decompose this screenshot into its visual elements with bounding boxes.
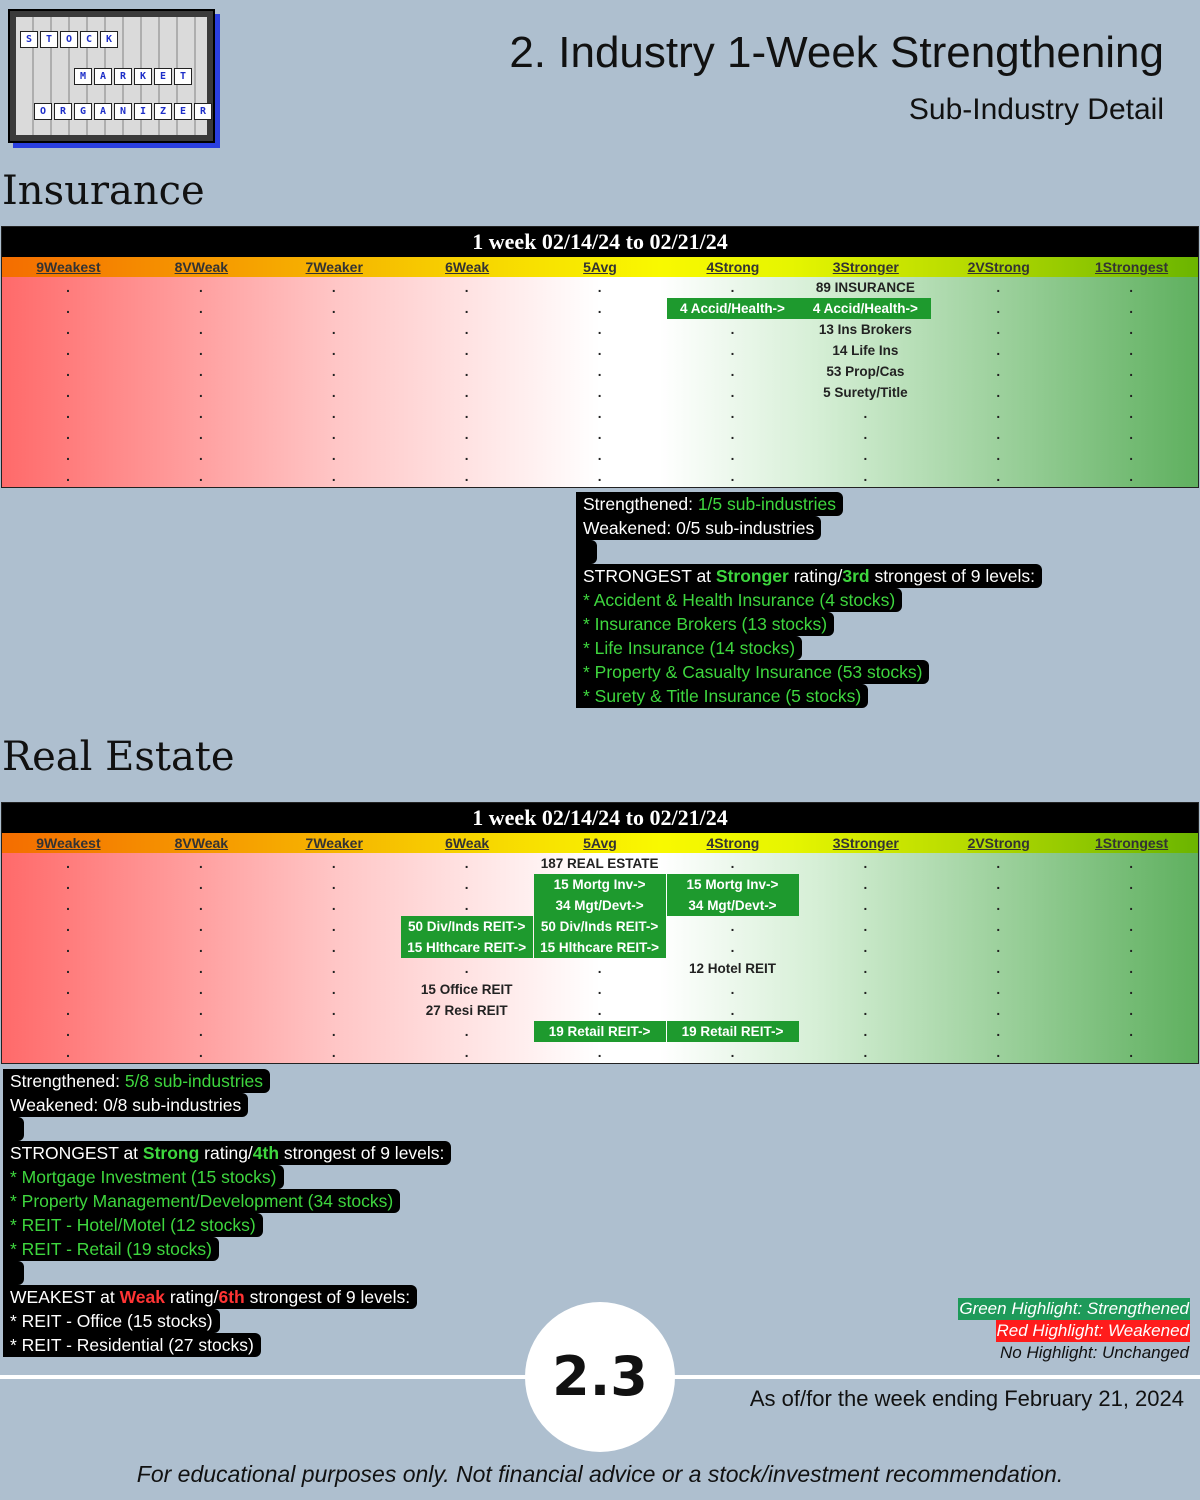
note-list-item-text: * Surety & Title Insurance (5 stocks) xyxy=(583,686,862,706)
level-label: 1Strongest xyxy=(1095,259,1169,275)
chart-period-header: 1 week 02/14/24 to 02/21/24 xyxy=(2,227,1198,257)
empty-cell-dot: . xyxy=(199,406,203,421)
legend-red: Red Highlight: Weakened xyxy=(996,1321,1189,1340)
empty-cell-dot: . xyxy=(730,982,735,997)
sub-industry-cell: 27 Resi REIT xyxy=(425,1003,508,1018)
sub-industry-cell: 50 Div/Inds REIT-> xyxy=(401,916,533,937)
empty-cell-dot: . xyxy=(464,301,469,316)
level-label: 9Weakest xyxy=(36,835,101,851)
sub-industry-cell: 15 Hlthcare REIT-> xyxy=(534,937,666,958)
note-list-item xyxy=(576,636,802,660)
empty-cell-dot: . xyxy=(863,919,868,934)
level-label: 6Weak xyxy=(445,259,490,275)
empty-cell-dot: . xyxy=(863,448,868,463)
sub-industry-cell: 50 Div/Inds REIT-> xyxy=(534,916,666,937)
note-list-item xyxy=(3,1213,263,1237)
empty-cell-dot: . xyxy=(464,322,469,337)
empty-cell-dot: . xyxy=(597,1045,602,1060)
empty-cell-dot: . xyxy=(863,898,868,913)
empty-cell-dot: . xyxy=(863,406,868,421)
empty-cell-dot: . xyxy=(1129,406,1134,421)
empty-cell-dot: . xyxy=(863,856,868,871)
empty-cell-dot: . xyxy=(597,448,602,463)
empty-cell-dot: . xyxy=(199,385,203,400)
page-subtitle: Sub-Industry Detail xyxy=(908,93,1164,126)
empty-cell-dot: . xyxy=(1129,877,1134,892)
empty-cell-dot: . xyxy=(331,301,336,316)
empty-cell-dot: . xyxy=(199,301,203,316)
empty-cell-dot: . xyxy=(1129,427,1134,442)
empty-cell-dot: . xyxy=(597,301,602,316)
empty-cell-dot: . xyxy=(199,919,203,934)
empty-cell-dot: . xyxy=(66,982,70,997)
logo-letter: A xyxy=(94,68,112,85)
note-list-item xyxy=(3,1165,284,1189)
empty-cell-dot: . xyxy=(996,469,1001,484)
empty-cell-dot: . xyxy=(1129,385,1134,400)
empty-cell-dot: . xyxy=(66,448,70,463)
empty-cell-dot: . xyxy=(66,469,70,484)
empty-cell-dot: . xyxy=(331,364,336,379)
empty-cell-dot: . xyxy=(597,469,602,484)
empty-cell-dot: . xyxy=(331,343,336,358)
strongest-line: STRONGEST at Stronger rating/3rd strongest of 9 levels: xyxy=(576,564,1042,588)
empty-cell-dot: . xyxy=(730,469,735,484)
empty-cell-dot: . xyxy=(331,469,336,484)
empty-cell-dot: . xyxy=(464,1045,469,1060)
empty-cell-dot: . xyxy=(1129,1024,1134,1039)
empty-cell-dot: . xyxy=(199,982,203,997)
legend-green: Green Highlight: Strengthened xyxy=(959,1299,1189,1318)
empty-cell-dot: . xyxy=(1129,898,1134,913)
empty-cell-dot: . xyxy=(730,385,735,400)
empty-cell-dot: . xyxy=(597,406,602,421)
empty-cell-dot: . xyxy=(996,1024,1001,1039)
empty-cell-dot: . xyxy=(863,427,868,442)
empty-cell-dot: . xyxy=(730,280,735,295)
sub-industry-cell: 19 Retail REIT-> xyxy=(534,1021,666,1042)
level-label: 4Strong xyxy=(706,259,760,275)
level-label: 3Stronger xyxy=(832,259,899,275)
empty-cell-dot: . xyxy=(464,385,469,400)
empty-cell-dot: . xyxy=(199,856,203,871)
empty-cell-dot: . xyxy=(464,898,469,913)
as-of-date: As of/for the week ending February 21, 2024 xyxy=(749,1386,1184,1411)
note-list-item-text: * Accident & Health Insurance (4 stocks) xyxy=(583,590,896,610)
empty-cell-dot: . xyxy=(199,280,203,295)
stock-market-organizer-logo xyxy=(8,9,215,143)
empty-cell-dot: . xyxy=(464,961,469,976)
empty-cell-dot: . xyxy=(863,1045,868,1060)
level-label: 5Avg xyxy=(583,259,617,275)
empty-cell-dot: . xyxy=(863,469,868,484)
empty-cell-dot: . xyxy=(730,406,735,421)
note-list-item-text: * Insurance Brokers (13 stocks) xyxy=(583,614,828,634)
level-label: 3Stronger xyxy=(832,835,899,851)
empty-cell-dot: . xyxy=(996,856,1001,871)
empty-cell-dot: . xyxy=(66,919,70,934)
note-list-item xyxy=(576,588,902,612)
empty-cell-dot: . xyxy=(730,1003,735,1018)
empty-cell-dot: . xyxy=(996,940,1001,955)
empty-cell-dot: . xyxy=(66,301,70,316)
chart-period-header: 1 week 02/14/24 to 02/21/24 xyxy=(2,803,1198,833)
sub-industry-cell: 34 Mgt/Devt-> xyxy=(534,895,666,916)
sub-industry-cell: 15 Hlthcare REIT-> xyxy=(401,937,533,958)
level-label: 1Strongest xyxy=(1095,835,1169,851)
logo-letter: T xyxy=(174,68,192,85)
level-label: 7Weaker xyxy=(305,259,363,275)
level-label: 9Weakest xyxy=(36,259,101,275)
empty-cell-dot: . xyxy=(996,448,1001,463)
logo-letter: Z xyxy=(154,103,172,120)
empty-cell-dot: . xyxy=(597,427,602,442)
empty-cell-dot: . xyxy=(199,940,203,955)
empty-cell-dot: . xyxy=(199,877,203,892)
empty-cell-dot: . xyxy=(730,322,735,337)
logo-word-stock xyxy=(20,31,118,48)
empty-cell-dot: . xyxy=(597,982,602,997)
logo-letter: T xyxy=(40,31,58,48)
logo-letter: N xyxy=(114,103,132,120)
note-list-item: * REIT - Residential (27 stocks) xyxy=(3,1333,261,1357)
legend-none: No Highlight: Unchanged xyxy=(999,1343,1189,1362)
insurance-rating-chart xyxy=(1,226,1199,488)
level-label: 7Weaker xyxy=(305,835,363,851)
empty-cell-dot: . xyxy=(331,280,336,295)
empty-cell-dot: . xyxy=(464,427,469,442)
empty-cell-dot: . xyxy=(730,856,735,871)
logo-letter: G xyxy=(74,103,92,120)
empty-cell-dot: . xyxy=(730,1045,735,1060)
empty-cell-dot: . xyxy=(66,961,70,976)
logo-letter: A xyxy=(94,103,112,120)
logo-word-organizer xyxy=(34,103,212,120)
sub-industry-cell: 15 Mortg Inv-> xyxy=(667,874,799,895)
note-list-item-text: * Mortgage Investment (15 stocks) xyxy=(10,1167,277,1187)
empty-cell-dot: . xyxy=(66,856,70,871)
sub-industry-cell: 19 Retail REIT-> xyxy=(667,1021,799,1042)
note-list-item xyxy=(576,612,834,636)
empty-cell-dot: . xyxy=(730,940,735,955)
empty-cell-dot: . xyxy=(597,961,602,976)
sub-industry-cell: 13 Ins Brokers xyxy=(818,322,912,337)
logo-letter: R xyxy=(114,68,132,85)
weakened-line: Weakened: 0/5 sub-industries xyxy=(576,516,821,540)
level-label: 8VWeak xyxy=(174,259,229,275)
empty-cell-dot: . xyxy=(996,919,1001,934)
empty-cell-dot: . xyxy=(331,898,336,913)
empty-cell-dot: . xyxy=(464,856,469,871)
note-list-item xyxy=(3,1237,219,1261)
empty-cell-dot: . xyxy=(331,322,336,337)
empty-cell-dot: . xyxy=(863,940,868,955)
level-label: 4Strong xyxy=(706,835,760,851)
logo-letter: R xyxy=(194,103,212,120)
empty-cell-dot: . xyxy=(66,1024,70,1039)
empty-cell-dot: . xyxy=(597,322,602,337)
logo-letter: M xyxy=(74,68,92,85)
page-title: 2. Industry 1-Week Strengthening xyxy=(509,28,1164,77)
empty-cell-dot: . xyxy=(331,940,336,955)
logo-letter: O xyxy=(34,103,52,120)
note-list-item-text: * Life Insurance (14 stocks) xyxy=(583,638,796,658)
empty-cell-dot: . xyxy=(199,427,203,442)
empty-cell-dot: . xyxy=(863,877,868,892)
empty-cell-dot: . xyxy=(66,898,70,913)
level-label: 5Avg xyxy=(583,835,617,851)
empty-cell-dot: . xyxy=(199,898,203,913)
empty-cell-dot: . xyxy=(199,1045,203,1060)
empty-cell-dot: . xyxy=(597,280,602,295)
highlight-legend xyxy=(958,1298,1190,1364)
empty-cell-dot: . xyxy=(996,877,1001,892)
empty-cell-dot: . xyxy=(996,982,1001,997)
logo-letter: O xyxy=(60,31,78,48)
empty-cell-dot: . xyxy=(331,1045,336,1060)
empty-cell-dot: . xyxy=(331,1003,336,1018)
logo-letter: C xyxy=(80,31,98,48)
empty-cell-dot: . xyxy=(331,961,336,976)
logo-letter: E xyxy=(154,68,172,85)
empty-cell-dot: . xyxy=(66,322,70,337)
empty-cell-dot: . xyxy=(1129,301,1134,316)
empty-cell-dot: . xyxy=(1129,469,1134,484)
sub-industry-cell: 53 Prop/Cas xyxy=(826,364,905,379)
empty-cell-dot: . xyxy=(996,364,1001,379)
logo-letter: I xyxy=(134,103,152,120)
empty-cell-dot: . xyxy=(331,877,336,892)
empty-cell-dot: . xyxy=(996,343,1001,358)
empty-cell-dot: . xyxy=(1129,856,1134,871)
empty-cell-dot: . xyxy=(730,919,735,934)
empty-cell-dot: . xyxy=(996,427,1001,442)
empty-cell-dot: . xyxy=(996,322,1001,337)
empty-cell-dot: . xyxy=(996,280,1001,295)
empty-cell-dot: . xyxy=(331,982,336,997)
empty-cell-dot: . xyxy=(464,343,469,358)
logo-letter: K xyxy=(100,31,118,48)
empty-cell-dot: . xyxy=(1129,940,1134,955)
disclaimer: For educational purposes only. Not financial advice or a stock/investment recommendation. xyxy=(136,1461,1064,1487)
sub-industry-cell: 14 Life Ins xyxy=(832,343,899,358)
empty-cell-dot: . xyxy=(730,427,735,442)
rating-levels-row xyxy=(2,257,1198,277)
note-list-item xyxy=(576,684,868,708)
empty-cell-dot: . xyxy=(1129,280,1134,295)
sub-industry-cell: 4 Accid/Health-> xyxy=(667,298,799,319)
sub-industry-cell: 34 Mgt/Devt-> xyxy=(667,895,799,916)
empty-cell-dot: . xyxy=(199,1003,203,1018)
section-heading-insurance: Insurance xyxy=(2,168,205,214)
empty-cell-dot: . xyxy=(863,961,868,976)
empty-cell-dot: . xyxy=(331,406,336,421)
empty-cell-dot: . xyxy=(331,385,336,400)
empty-cell-dot: . xyxy=(996,1045,1001,1060)
notes-spacer xyxy=(576,540,597,564)
empty-cell-dot: . xyxy=(66,406,70,421)
strengthened-line: Strengthened: 5/8 sub-industries xyxy=(3,1069,270,1093)
chart-grid xyxy=(2,853,1198,1063)
note-list-item-text: * REIT - Retail (19 stocks) xyxy=(10,1239,212,1259)
notes-spacer xyxy=(3,1261,24,1285)
level-label: 6Weak xyxy=(445,835,490,851)
note-list-item-text: * Property Management/Development (34 stocks) xyxy=(10,1191,394,1211)
empty-cell-dot: . xyxy=(66,385,70,400)
strongest-line: STRONGEST at Strong rating/4th strongest of 9 levels: xyxy=(3,1141,451,1165)
empty-cell-dot: . xyxy=(996,385,1001,400)
empty-cell-dot: . xyxy=(597,385,602,400)
empty-cell-dot: . xyxy=(1129,961,1134,976)
empty-cell-dot: . xyxy=(863,1003,868,1018)
empty-cell-dot: . xyxy=(199,469,203,484)
sub-industry-cell: 12 Hotel REIT xyxy=(688,961,777,976)
empty-cell-dot: . xyxy=(464,877,469,892)
empty-cell-dot: . xyxy=(199,364,203,379)
empty-cell-dot: . xyxy=(863,1024,868,1039)
note-list-item xyxy=(3,1189,400,1213)
empty-cell-dot: . xyxy=(730,448,735,463)
rating-levels-row xyxy=(2,833,1198,853)
logo-letter: E xyxy=(174,103,192,120)
empty-cell-dot: . xyxy=(730,364,735,379)
empty-cell-dot: . xyxy=(464,1024,469,1039)
empty-cell-dot: . xyxy=(730,343,735,358)
empty-cell-dot: . xyxy=(464,280,469,295)
empty-cell-dot: . xyxy=(996,301,1001,316)
note-list-item-text: * REIT - Hotel/Motel (12 stocks) xyxy=(10,1215,256,1235)
empty-cell-dot: . xyxy=(1129,322,1134,337)
empty-cell-dot: . xyxy=(66,364,70,379)
empty-cell-dot: . xyxy=(863,982,868,997)
weakened-line: Weakened: 0/8 sub-industries xyxy=(3,1093,248,1117)
empty-cell-dot: . xyxy=(331,1024,336,1039)
empty-cell-dot: . xyxy=(1129,448,1134,463)
empty-cell-dot: . xyxy=(1129,982,1134,997)
empty-cell-dot: . xyxy=(199,961,203,976)
sub-industry-cell: 187 REAL ESTATE xyxy=(540,856,659,871)
strengthened-line: Strengthened: 1/5 sub-industries xyxy=(576,492,843,516)
empty-cell-dot: . xyxy=(1129,364,1134,379)
empty-cell-dot: . xyxy=(199,322,203,337)
empty-cell-dot: . xyxy=(464,364,469,379)
empty-cell-dot: . xyxy=(66,877,70,892)
section-heading-real-estate: Real Estate xyxy=(2,734,235,780)
chart-grid xyxy=(2,277,1198,487)
empty-cell-dot: . xyxy=(199,1024,203,1039)
notes-spacer xyxy=(3,1117,24,1141)
empty-cell-dot: . xyxy=(331,448,336,463)
level-label: 8VWeak xyxy=(174,835,229,851)
note-list-item-text: * Property & Casualty Insurance (53 stocks) xyxy=(583,662,923,682)
empty-cell-dot: . xyxy=(996,961,1001,976)
empty-cell-dot: . xyxy=(996,1003,1001,1018)
empty-cell-dot: . xyxy=(199,343,203,358)
empty-cell-dot: . xyxy=(66,1045,70,1060)
sub-industry-cell: 15 Office REIT xyxy=(420,982,513,997)
empty-cell-dot: . xyxy=(464,448,469,463)
real-estate-rating-chart xyxy=(1,802,1199,1064)
empty-cell-dot: . xyxy=(1129,1045,1134,1060)
insurance-notes xyxy=(576,492,1042,708)
page-number-badge: 2.3 xyxy=(525,1302,675,1452)
empty-cell-dot: . xyxy=(464,469,469,484)
note-list-item: * REIT - Office (15 stocks) xyxy=(3,1309,220,1333)
logo-letter: K xyxy=(134,68,152,85)
empty-cell-dot: . xyxy=(199,448,203,463)
empty-cell-dot: . xyxy=(1129,919,1134,934)
logo-word-market xyxy=(74,68,192,85)
empty-cell-dot: . xyxy=(996,406,1001,421)
empty-cell-dot: . xyxy=(66,427,70,442)
sub-industry-cell: 5 Surety/Title xyxy=(823,385,908,400)
sub-industry-cell: 15 Mortg Inv-> xyxy=(534,874,666,895)
empty-cell-dot: . xyxy=(597,1003,602,1018)
empty-cell-dot: . xyxy=(331,427,336,442)
empty-cell-dot: . xyxy=(996,898,1001,913)
empty-cell-dot: . xyxy=(66,343,70,358)
empty-cell-dot: . xyxy=(597,343,602,358)
empty-cell-dot: . xyxy=(66,280,70,295)
logo-letter: R xyxy=(54,103,72,120)
empty-cell-dot: . xyxy=(1129,343,1134,358)
empty-cell-dot: . xyxy=(331,919,336,934)
real-estate-notes xyxy=(3,1069,451,1357)
empty-cell-dot: . xyxy=(597,364,602,379)
logo-letter: S xyxy=(20,31,38,48)
weakest-line: WEAKEST at Weak rating/6th strongest of 9 levels: xyxy=(3,1285,417,1309)
sub-industry-cell: 89 INSURANCE xyxy=(815,280,915,295)
level-label: 2VStrong xyxy=(967,259,1030,275)
empty-cell-dot: . xyxy=(66,1003,70,1018)
empty-cell-dot: . xyxy=(464,406,469,421)
note-list-item xyxy=(576,660,929,684)
empty-cell-dot: . xyxy=(331,856,336,871)
level-label: 2VStrong xyxy=(967,835,1030,851)
empty-cell-dot: . xyxy=(1129,1003,1134,1018)
sub-industry-cell: 4 Accid/Health-> xyxy=(799,298,931,319)
empty-cell-dot: . xyxy=(66,940,70,955)
